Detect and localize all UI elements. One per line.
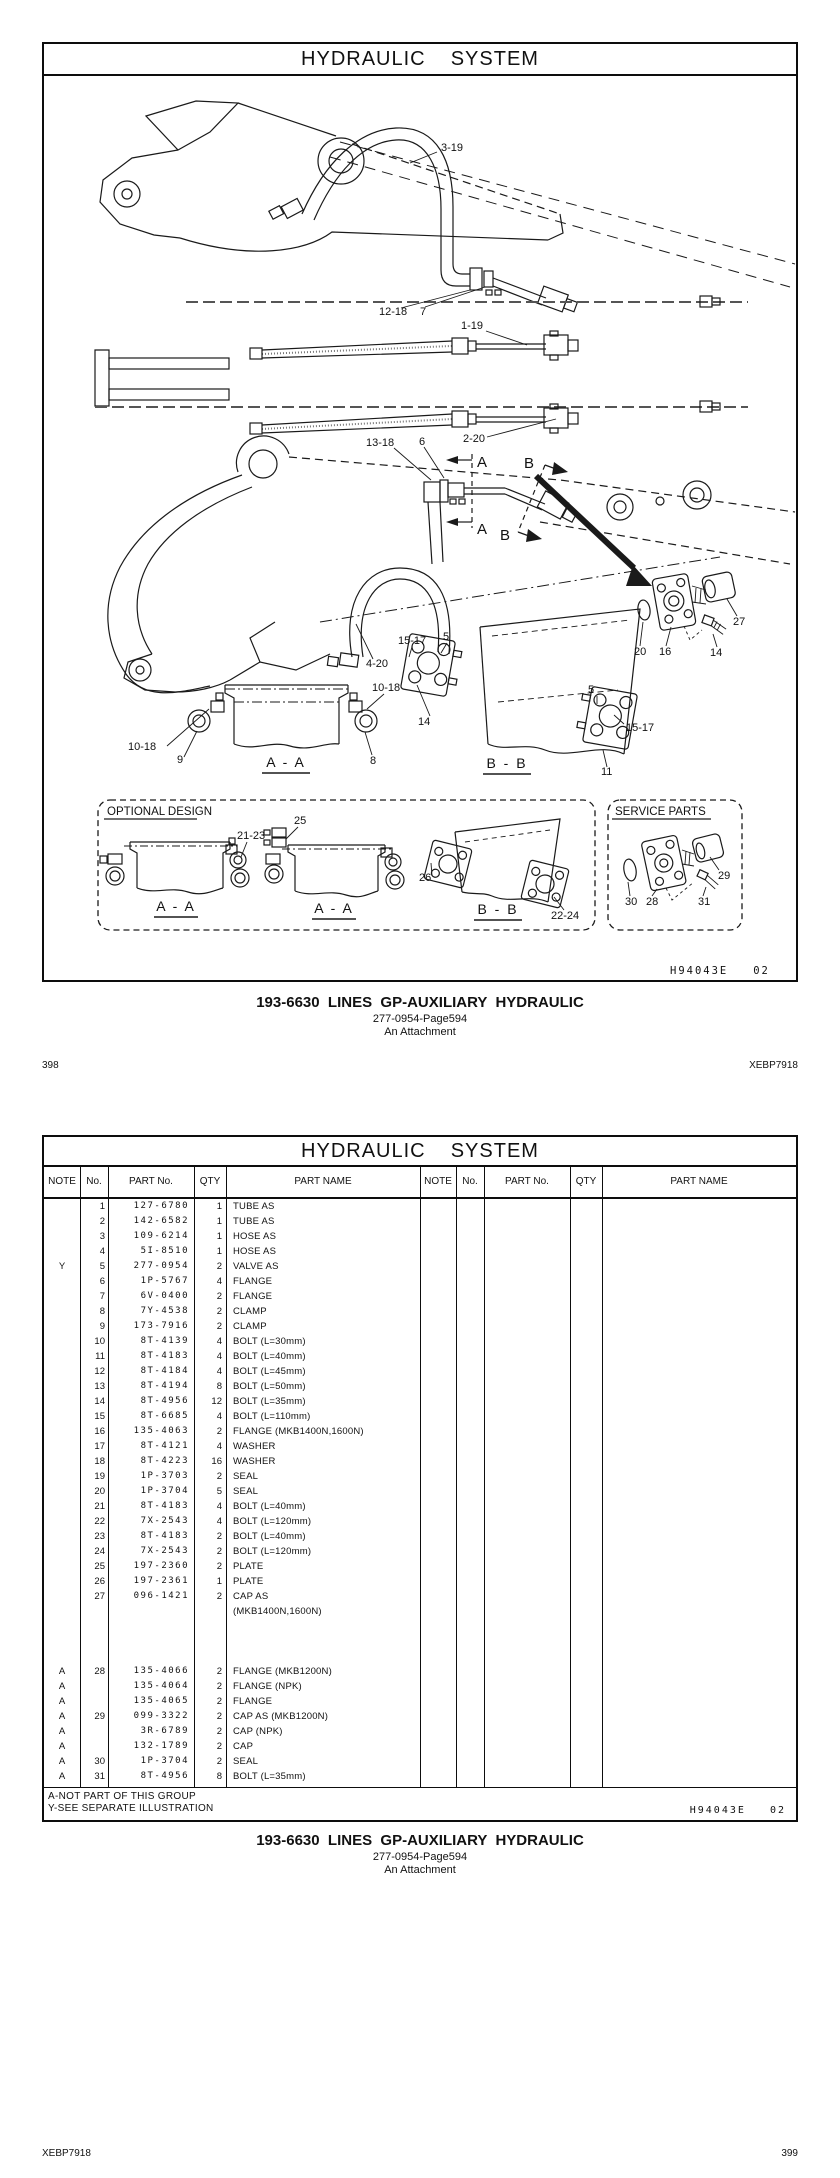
cell-part-name: BOLT (L=40mm) [233, 1501, 306, 1512]
cell-part-name: BOLT (L=40mm) [233, 1351, 306, 1362]
callout-4-20: 4-20 [366, 658, 389, 670]
cell-no: 24 [94, 1546, 105, 1557]
cell-no: 23 [94, 1531, 105, 1542]
cell-part-name: BOLT (L=35mm) [233, 1396, 306, 1407]
callout-13-18: 13-18 [366, 437, 395, 449]
cell-qty: 8 [216, 1771, 222, 1782]
cell-part-name: FLANGE [233, 1696, 273, 1707]
section-title-aa-opt1: A - A [156, 898, 196, 914]
page2-page-number: 399 [781, 2148, 798, 2159]
cell-part-number: 8T-4223 [140, 1456, 189, 1466]
cell-qty [194, 1649, 226, 1664]
page1-caption-ref: 277-0954-Page594 [372, 1013, 468, 1025]
page2-caption-attachment: An Attachment [384, 1864, 456, 1876]
section-title-bb-opt: B - B [477, 901, 519, 917]
cell-qty: 16 [211, 1456, 222, 1467]
cell-qty: 2 [216, 1471, 222, 1482]
callout-5-right: 5 [588, 684, 595, 696]
cell-part-number: 197-2360 [133, 1561, 189, 1571]
cell-note [44, 1484, 80, 1499]
cell-part-name: CAP AS (MKB1200N) [233, 1711, 329, 1722]
cell-part-name: BOLT (L=40mm) [233, 1531, 306, 1542]
cell-part-number [108, 1619, 194, 1634]
cell-qty: 1 [216, 1201, 222, 1212]
cell-no: 18 [94, 1456, 105, 1467]
cell-note: A [58, 1771, 66, 1782]
cell-part-number: 096-1421 [133, 1591, 189, 1601]
lower-stick-illustration [108, 436, 795, 693]
cell-qty: 4 [216, 1441, 222, 1452]
cell-note: A [58, 1741, 66, 1752]
cell-part-number [108, 1604, 194, 1619]
cell-note [44, 1214, 80, 1229]
cell-part-name: BOLT (L=35mm) [233, 1771, 306, 1782]
cell-qty: 1 [216, 1231, 222, 1242]
col-header-part: PART No. [505, 1176, 549, 1187]
cell-note [44, 1574, 80, 1589]
cell-no [80, 1619, 108, 1634]
cell-part-name: (MKB1400N,1600N) [233, 1606, 322, 1617]
cell-qty: 1 [216, 1576, 222, 1587]
cell-qty: 4 [216, 1411, 222, 1422]
leader-lines [154, 152, 737, 920]
cell-note: A [58, 1681, 66, 1692]
cell-part-name: BOLT (L=30mm) [233, 1336, 306, 1347]
callout-26: 26 [419, 872, 432, 884]
cell-part-number: 8T-4184 [140, 1366, 189, 1376]
cell-qty: 4 [216, 1276, 222, 1287]
cell-qty [194, 1619, 226, 1634]
col-line [194, 1167, 195, 1788]
callout-10-18-left: 10-18 [128, 741, 157, 753]
cell-part-name: CLAMP [233, 1321, 267, 1332]
col-header-no: No. [86, 1176, 102, 1187]
cell-note [44, 1409, 80, 1424]
cell-qty: 2 [216, 1741, 222, 1752]
page2-caption [42, 1832, 798, 1876]
cell-part-number: 135-4063 [133, 1426, 189, 1436]
cell-part-name: CLAMP [233, 1306, 267, 1317]
cell-note [44, 1589, 80, 1604]
cell-qty: 2 [216, 1321, 222, 1332]
cell-no [80, 1739, 108, 1754]
cell-note [44, 1289, 80, 1304]
page1-sheet-frame [42, 42, 798, 982]
cell-qty: 2 [216, 1291, 222, 1302]
cell-part-name: FLANGE [233, 1291, 273, 1302]
cell-qty [194, 1604, 226, 1619]
cell-part-number: 142-6582 [133, 1216, 189, 1226]
page2-caption-title: 193-6630 LINES GP-AUXILIARY HYDRAULIC [256, 1832, 584, 1849]
callout-28: 28 [646, 896, 659, 908]
cell-note [44, 1319, 80, 1334]
cell-no: 2 [99, 1216, 105, 1227]
cell-qty: 2 [216, 1546, 222, 1557]
view-letter-b-bottom: B [500, 527, 511, 544]
cell-qty: 4 [216, 1366, 222, 1377]
callout-12-18: 12-18 [379, 306, 408, 318]
cell-qty: 2 [216, 1681, 222, 1692]
cell-qty: 2 [216, 1531, 222, 1542]
cell-part-name: FLANGE (MKB1200N) [233, 1666, 332, 1677]
cell-qty: 2 [216, 1696, 222, 1707]
cell-no: 17 [94, 1441, 105, 1452]
cell-part-name: CAP AS [233, 1591, 269, 1602]
page2-title-bar [44, 1137, 796, 1167]
callout-27: 27 [733, 616, 746, 628]
cell-no: 7 [99, 1291, 105, 1302]
cell-note [44, 1394, 80, 1409]
table-notes-area [44, 1787, 796, 1820]
section-title-bb-main: B - B [486, 755, 528, 771]
cell-part-number: 8T-4121 [140, 1441, 189, 1451]
cell-part-number: 1P-3704 [140, 1486, 189, 1496]
cell-part-number: 132-1789 [133, 1741, 189, 1751]
cell-part-name: BOLT (L=120mm) [233, 1516, 312, 1527]
cell-part-number [108, 1649, 194, 1664]
cell-part-name: BOLT (L=110mm) [233, 1411, 311, 1422]
cell-part-name: HOSE AS [233, 1231, 277, 1242]
cell-note [44, 1304, 80, 1319]
cell-no: 12 [94, 1366, 105, 1377]
cell-no: 1 [99, 1201, 105, 1212]
cell-note [44, 1364, 80, 1379]
cell-no: 30 [94, 1756, 105, 1767]
cell-part-number: 8T-4956 [140, 1396, 189, 1406]
cell-note [44, 1499, 80, 1514]
page2-sheet-frame [42, 1135, 798, 1822]
callout-14-section: 14 [418, 716, 431, 728]
cell-no: 15 [94, 1411, 105, 1422]
cell-note [44, 1514, 80, 1529]
cell-qty: 2 [216, 1756, 222, 1767]
cell-part-name [226, 1634, 420, 1649]
cell-no: 16 [94, 1426, 105, 1437]
cell-no: 3 [99, 1231, 105, 1242]
page2-caption-ref: 277-0954-Page594 [372, 1851, 468, 1863]
callout-5-left: 5 [443, 631, 450, 643]
service-parts-box [608, 800, 742, 930]
cell-note: A [58, 1711, 66, 1722]
cell-qty: 2 [216, 1591, 222, 1602]
cell-no: 25 [94, 1561, 105, 1572]
cell-part-number: 7X-2543 [140, 1516, 189, 1526]
section-bb-view [400, 609, 640, 754]
cell-note [44, 1334, 80, 1349]
cell-part-name: TUBE AS [233, 1201, 275, 1212]
callout-7: 7 [420, 306, 427, 318]
page2-drawing-ref: H94043E 02 [689, 1805, 786, 1816]
cell-no: 5 [99, 1261, 105, 1272]
col-header-part: PART No. [129, 1176, 173, 1187]
cell-note: A [58, 1726, 66, 1737]
cell-part-name: WASHER [233, 1441, 276, 1452]
section-title-aa-opt2: A - A [314, 900, 354, 916]
cell-part-name: PLATE [233, 1576, 264, 1587]
cell-part-name: BOLT (L=120mm) [233, 1546, 312, 1557]
cell-note [44, 1349, 80, 1364]
cell-note [44, 1619, 80, 1634]
cell-note [44, 1424, 80, 1439]
cell-part-name: FLANGE (MKB1400N,1600N) [233, 1426, 364, 1437]
cell-part-number: 7X-2543 [140, 1546, 189, 1556]
col-header-name: PART NAME [294, 1176, 352, 1187]
cell-part-name: BOLT (L=45mm) [233, 1366, 306, 1377]
cell-part-number: 099-3322 [133, 1711, 189, 1721]
view-letter-a-bottom: A [477, 521, 488, 538]
cell-part-number: 8T-4956 [140, 1771, 189, 1781]
col-header-name: PART NAME [670, 1176, 728, 1187]
cell-note [44, 1454, 80, 1469]
cell-part-name: FLANGE (NPK) [233, 1681, 302, 1692]
cell-part-name: SEAL [233, 1486, 259, 1497]
callout-14-valve: 14 [710, 647, 723, 659]
cell-note [44, 1274, 80, 1289]
cell-no: 4 [99, 1246, 105, 1257]
table-header-left [44, 1167, 420, 1197]
callout-1-19: 1-19 [461, 320, 484, 332]
cell-part-number [108, 1634, 194, 1649]
cell-part-name: WASHER [233, 1456, 276, 1467]
col-line [80, 1167, 81, 1788]
page1-doc-code: XEBP7918 [749, 1060, 798, 1071]
callout-labels [107, 142, 770, 977]
page1-footer [42, 1060, 798, 1074]
cell-part-number: 1P-3703 [140, 1471, 189, 1481]
cell-part-name: BOLT (L=50mm) [233, 1381, 306, 1392]
cell-no: 31 [94, 1771, 105, 1782]
cell-no: 26 [94, 1576, 105, 1587]
cell-no: 20 [94, 1486, 105, 1497]
cell-no [80, 1694, 108, 1709]
cell-no: 9 [99, 1321, 105, 1332]
callout-3-19: 3-19 [441, 142, 464, 154]
note-y: Y-SEE SEPARATE ILLUSTRATION [48, 1803, 214, 1814]
cell-part-number: 127-6780 [133, 1201, 189, 1211]
cell-note [44, 1379, 80, 1394]
col-line [456, 1167, 457, 1788]
cell-no [80, 1679, 108, 1694]
cell-qty: 2 [216, 1261, 222, 1272]
cell-no [80, 1724, 108, 1739]
callout-15-17-left: 15-17 [398, 635, 427, 647]
cell-part-number: 8T-4183 [140, 1501, 189, 1511]
col-line [484, 1167, 485, 1788]
cell-note [44, 1544, 80, 1559]
cell-note: A [58, 1756, 66, 1767]
cell-part-name: PLATE [233, 1561, 264, 1572]
cell-qty: 2 [216, 1561, 222, 1572]
cell-part-name [226, 1649, 420, 1664]
cell-no: 19 [94, 1471, 105, 1482]
cell-qty: 5 [216, 1486, 222, 1497]
view-letter-b-top: B [524, 455, 535, 472]
cell-qty: 1 [216, 1246, 222, 1257]
page1-page-number: 398 [42, 1060, 59, 1071]
cell-qty: 1 [216, 1216, 222, 1227]
callout-9: 9 [177, 754, 184, 766]
cell-part-name: CAP [233, 1741, 254, 1752]
callout-6: 6 [419, 436, 426, 448]
cell-qty: 2 [216, 1666, 222, 1677]
page2-doc-code: XEBP7918 [42, 2148, 91, 2159]
callout-30: 30 [625, 896, 638, 908]
cell-part-name: FLANGE [233, 1276, 273, 1287]
upper-stick-illustration [100, 101, 795, 312]
valve-flange-group [637, 571, 737, 640]
cell-note [44, 1604, 80, 1619]
page2-title: HYDRAULIC SYSTEM [301, 1139, 539, 1162]
callout-31: 31 [698, 896, 711, 908]
cell-no: 21 [94, 1501, 105, 1512]
col-line [108, 1167, 109, 1788]
cell-part-number: 8T-4183 [140, 1351, 189, 1361]
cell-qty: 2 [216, 1426, 222, 1437]
cell-part-number: 8T-4139 [140, 1336, 189, 1346]
cell-qty: 8 [216, 1381, 222, 1392]
cell-note [44, 1634, 80, 1649]
cell-qty: 12 [211, 1396, 222, 1407]
callout-11: 11 [601, 766, 613, 778]
cell-part-number: 135-4066 [133, 1666, 189, 1676]
cell-part-number: 1P-3704 [140, 1756, 189, 1766]
page1-caption [42, 994, 798, 1038]
cell-qty [194, 1634, 226, 1649]
cell-no: 10 [94, 1336, 105, 1347]
callout-29: 29 [718, 870, 731, 882]
cell-note [44, 1469, 80, 1484]
cell-no: 22 [94, 1516, 105, 1527]
col-header-note: NOTE [48, 1176, 76, 1187]
service-parts-label: SERVICE PARTS [615, 806, 706, 818]
col-header-no: No. [462, 1176, 478, 1187]
cell-qty: 2 [216, 1711, 222, 1722]
cell-part-number: 8T-4183 [140, 1531, 189, 1541]
cell-qty: 2 [216, 1726, 222, 1737]
page1-caption-title: 193-6630 LINES GP-AUXILIARY HYDRAULIC [256, 994, 584, 1011]
cell-note [44, 1439, 80, 1454]
col-header-qty: QTY [199, 1176, 221, 1187]
cell-no [80, 1604, 108, 1619]
cell-no: 11 [95, 1351, 105, 1362]
cell-no: 28 [94, 1666, 105, 1677]
view-letter-a-top: A [477, 454, 488, 471]
cell-part-number: 197-2361 [133, 1576, 189, 1586]
cell-note: A [58, 1666, 66, 1677]
callout-25: 25 [294, 815, 307, 827]
cell-no: 6 [99, 1276, 105, 1287]
callout-8: 8 [370, 755, 377, 767]
cell-part-number: 135-4064 [133, 1681, 189, 1691]
callout-20: 20 [634, 646, 647, 658]
hydraulic-lines-diagram [44, 76, 796, 980]
cell-no: 8 [99, 1306, 105, 1317]
cell-note [44, 1244, 80, 1259]
cell-part-name [226, 1619, 420, 1634]
col-header-qty: QTY [575, 1176, 597, 1187]
page1-title: HYDRAULIC SYSTEM [301, 47, 539, 70]
parts-table [44, 1167, 796, 1788]
cell-part-number: 8T-4194 [140, 1381, 189, 1391]
cell-note [44, 1559, 80, 1574]
cell-part-number: 173-7916 [133, 1321, 189, 1331]
section-aa-view [188, 685, 377, 748]
page1-drawing-ref: H94043E 02 [670, 965, 770, 977]
cell-note [44, 1529, 80, 1544]
cell-part-name: SEAL [233, 1756, 259, 1767]
callout-10-18-right: 10-18 [372, 682, 401, 694]
table-header-right [420, 1167, 796, 1197]
cell-part-number: 135-4065 [133, 1696, 189, 1706]
cell-qty: 4 [216, 1336, 222, 1347]
callout-22-24: 22-24 [551, 910, 580, 922]
cell-qty: 2 [216, 1306, 222, 1317]
cell-part-name: HOSE AS [233, 1246, 277, 1257]
cell-part-number: 3R-6789 [140, 1726, 189, 1736]
col-line [602, 1167, 603, 1788]
cell-part-number: 5I-8510 [140, 1246, 189, 1256]
col-line [570, 1167, 571, 1788]
page2-footer [42, 2148, 798, 2162]
cell-no: 14 [94, 1396, 105, 1407]
col-line [226, 1167, 227, 1788]
optional-design-label: OPTIONAL DESIGN [107, 806, 213, 818]
col-line-mid [420, 1167, 421, 1788]
callout-21-23: 21-23 [237, 830, 266, 842]
cell-part-number: 7Y-4538 [140, 1306, 189, 1316]
cell-part-number: 277-0954 [133, 1261, 189, 1271]
cell-note: A [58, 1696, 66, 1707]
cell-part-number: 8T-6685 [140, 1411, 189, 1421]
page1-caption-attachment: An Attachment [384, 1026, 456, 1038]
page1-title-bar [44, 44, 796, 76]
cell-part-name: SEAL [233, 1471, 259, 1482]
cell-note [44, 1229, 80, 1244]
cell-part-name: CAP (NPK) [233, 1726, 283, 1737]
cell-part-name: TUBE AS [233, 1216, 275, 1227]
cell-note [44, 1199, 80, 1214]
cell-note [44, 1649, 80, 1664]
cell-no: 13 [94, 1381, 105, 1392]
cell-part-number: 1P-5767 [140, 1276, 189, 1286]
cell-no: 27 [94, 1591, 105, 1602]
cell-part-number: 109-6214 [133, 1231, 189, 1241]
cell-part-number: 6V-0400 [140, 1291, 189, 1301]
callout-16: 16 [659, 646, 672, 658]
callout-15-17-right: 15-17 [626, 722, 655, 734]
cell-qty: 4 [216, 1501, 222, 1512]
note-a: A-NOT PART OF THIS GROUP [48, 1791, 196, 1802]
cell-no [80, 1634, 108, 1649]
cell-qty: 4 [216, 1516, 222, 1527]
cell-qty: 4 [216, 1351, 222, 1362]
section-title-aa-main: A - A [266, 754, 306, 770]
cell-no [80, 1649, 108, 1664]
cell-no: 29 [94, 1711, 105, 1722]
col-header-note: NOTE [424, 1176, 452, 1187]
callout-2-20: 2-20 [463, 433, 486, 445]
cell-note: Y [58, 1261, 66, 1272]
cell-part-name: VALVE AS [233, 1261, 279, 1272]
